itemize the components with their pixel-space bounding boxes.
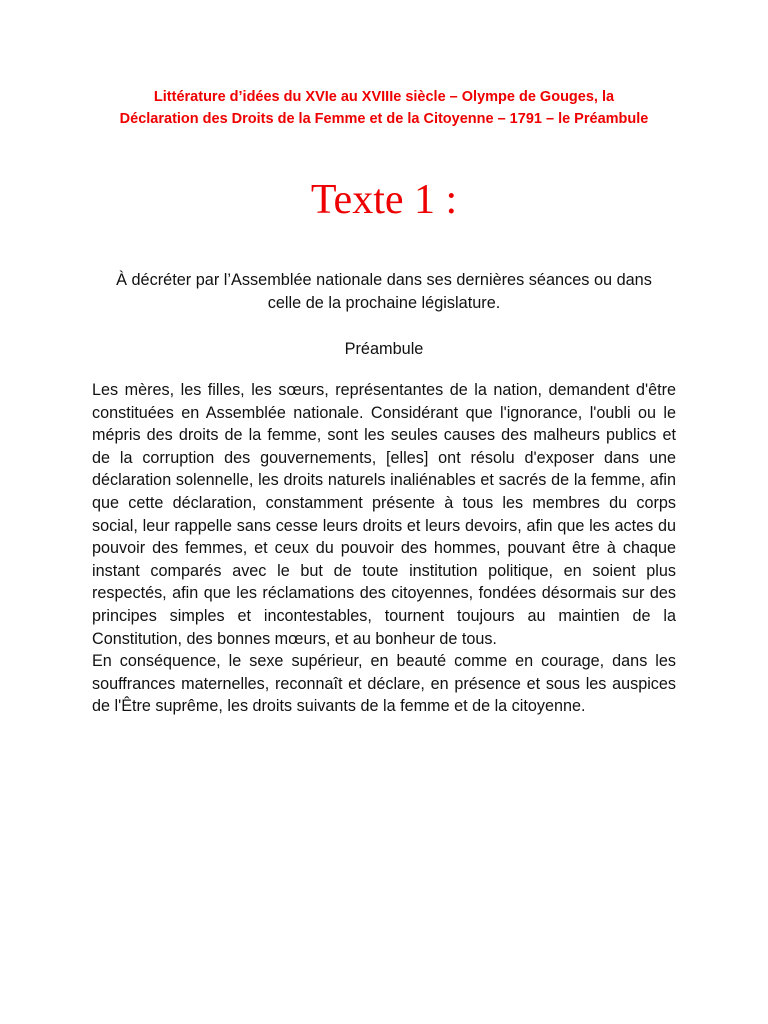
- section-heading: Préambule: [344, 340, 424, 358]
- document-header: [60, 86, 708, 130]
- header-line-2: Déclaration des Droits de la Femme et de la Citoyenne – 1791 – le Préambule: [119, 111, 649, 127]
- body-text: [92, 379, 676, 718]
- body-paragraph-2: En conséquence, le sexe supérieur, en beauté comme en courage, dans les souffrances maternelles, reconnaît et déclare, en présence et sous les auspices de l'Être suprême, les droits suivants de la femme et de la citoyenne.: [92, 652, 676, 716]
- intro-line-2: celle de la prochaine législature.: [267, 293, 501, 312]
- header-line-1: Littérature d’idées du XVIe au XVIIIe siècle – Olympe de Gouges, la: [153, 89, 615, 105]
- body-paragraph-1: Les mères, les filles, les sœurs, représentantes de la nation, demandent d'être constituées en Assemblée nationale. Considérant que l'ignorance, l'oubli ou le mépris des droits de la femme, sont les seules causes des malheurs publics et de la corruption des gouvernements, [elles] ont résolu d'exposer dans une déclaration solennelle, les droits naturels inaliénables et sacrés de la femme, afin que cette déclaration, constamment présente à tous les membres du corps social, leur rappelle sans cesse leurs droits et leurs devoirs, afin que les actes du pouvoir des femmes, et ceux du pouvoir des hommes, pouvant être à chaque instant comparés avec le but de toute institution politique, en soient plus respectés, afin que les réclamations des citoyennes, fondées désormais sur des principes simples et incontestables, tournent toujours au maintien de la Constitution, des bonnes mœurs, et au bonheur de tous.: [92, 381, 676, 648]
- intro-text: [80, 269, 688, 314]
- intro-line-1: À décréter par l’Assemblée nationale dans ses dernières séances ou dans: [116, 271, 652, 289]
- document-title: Texte 1 :: [310, 177, 458, 223]
